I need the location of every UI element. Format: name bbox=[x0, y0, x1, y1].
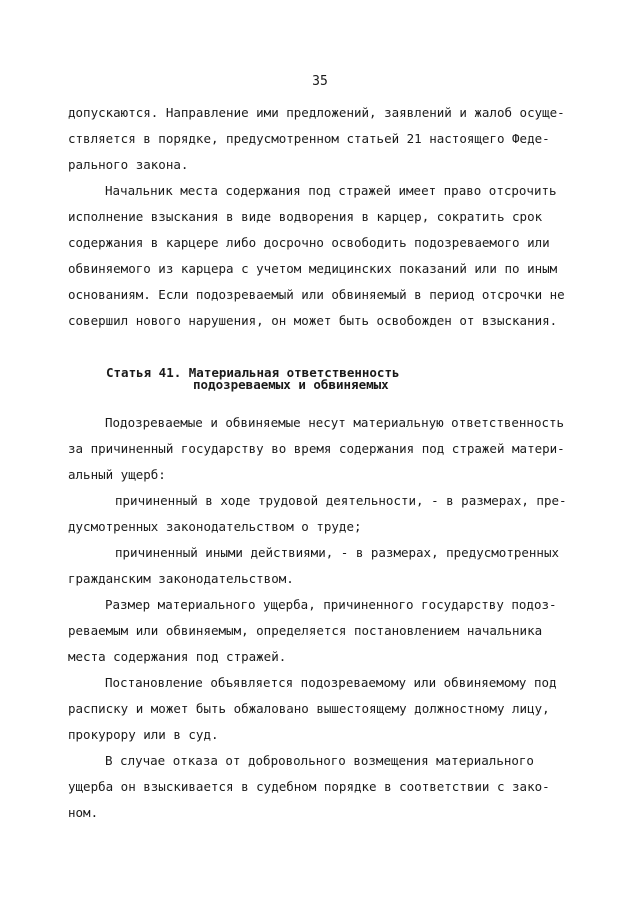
paragraph-line: прокурору или в суд. bbox=[68, 727, 219, 742]
paragraph-line: исполнение взыскания в виде водворения в карцер, сократить срок bbox=[68, 209, 543, 224]
paragraph-line: места содержания под стражей. bbox=[68, 649, 287, 664]
paragraph-line: содержания в карцере либо досрочно освободить подозреваемого или bbox=[68, 235, 550, 250]
paragraph-line: реваемым или обвиняемым, определяется постановлением начальника bbox=[68, 623, 543, 638]
page-number: 35 bbox=[312, 74, 328, 89]
paragraph-line: основаниям. Если подозреваемый или обвиняемый в период отсрочки не bbox=[68, 287, 565, 302]
list-item-line: причиненный в ходе трудовой деятельности, - в размерах, пре- bbox=[115, 493, 567, 508]
paragraph-line: ном. bbox=[68, 805, 99, 820]
paragraph-line: Начальник места содержания под стражей имеет право отсрочить bbox=[105, 183, 557, 198]
paragraph-line: Размер материального ущерба, причиненного государству подоз- bbox=[105, 597, 557, 612]
list-item-line: гражданским законодательством. bbox=[68, 571, 294, 586]
paragraph-line: допускаются. Направление ими предложений, заявлений и жалоб осуще- bbox=[68, 105, 565, 120]
article-heading-subtitle: подозреваемых и обвиняемых bbox=[193, 377, 389, 392]
paragraph-line: ствляется в порядке, предусмотренном статьей 21 настоящего Феде- bbox=[68, 131, 550, 146]
paragraph-line: Постановление объявляется подозреваемому или обвиняемому под bbox=[105, 675, 557, 690]
paragraph-line: альный ущерб: bbox=[68, 467, 166, 482]
list-item-line: дусмотренных законодательством о труде; bbox=[68, 519, 362, 534]
paragraph-line: Подозреваемые и обвиняемые несут материальную ответственность bbox=[105, 415, 565, 430]
paragraph-line: расписку и может быть обжаловано вышестоящему должностному лицу, bbox=[68, 701, 550, 716]
paragraph-line: совершил нового нарушения, он может быть освобожден от взыскания. bbox=[68, 313, 558, 328]
paragraph-line: обвиняемого из карцера с учетом медицинских показаний или по иным bbox=[68, 261, 558, 276]
paragraph-line: В случае отказа от добровольного возмещения материального bbox=[105, 753, 534, 768]
paragraph-line: рального закона. bbox=[68, 157, 189, 172]
article-heading: Статья 41. Материальная ответственность bbox=[106, 365, 400, 380]
paragraph-line: за причиненный государству во время содержания под стражей матери- bbox=[68, 441, 565, 456]
list-item-line: причиненный иными действиями, - в размерах, предусмотренных bbox=[115, 545, 560, 560]
paragraph-line: ущерба он взыскивается в судебном порядке в соответствии с зако- bbox=[68, 779, 550, 794]
